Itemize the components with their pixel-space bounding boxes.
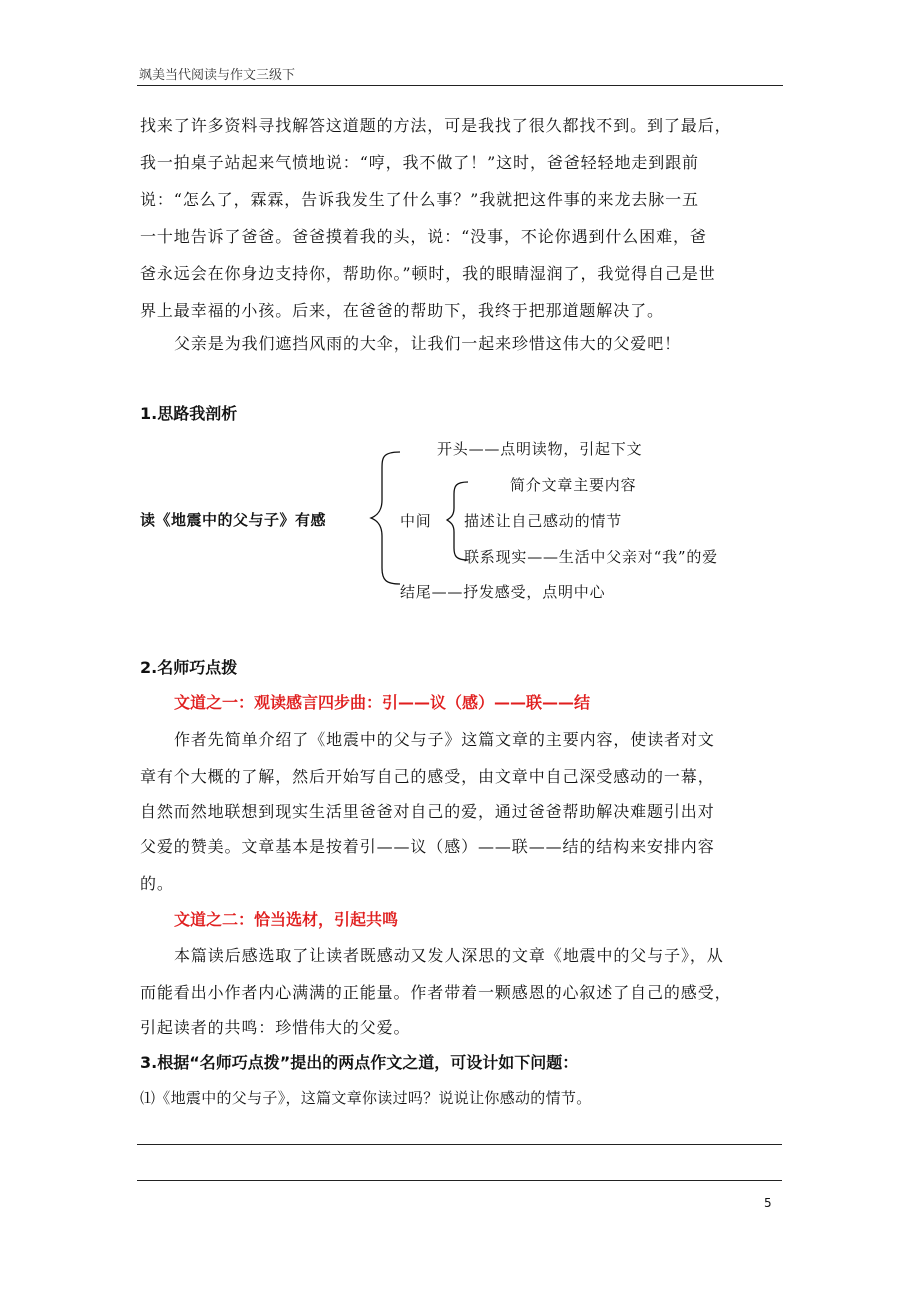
page-number: 5 bbox=[764, 1196, 772, 1210]
tip1-line: 的。 bbox=[140, 874, 174, 893]
essay-line: 爸永远会在你身边支持你，帮助你。”顿时，我的眼睛湿润了，我觉得自己是世 bbox=[140, 264, 716, 283]
diagram-middle-label: 中间 bbox=[400, 512, 432, 530]
essay-line: 我一拍桌子站起来气愤地说：“哼，我不做了！”这时，爸爸轻轻地走到跟前 bbox=[140, 153, 699, 172]
tip1-line: 父爱的赞美。文章基本是按着引——议（感）——联——结的结构来安排内容 bbox=[140, 837, 715, 856]
tip1-line: 章有个大概的了解，然后开始写自己的感受，由文章中自己深受感动的一幕， bbox=[140, 767, 715, 786]
essay-line: 找来了许多资料寻找解答这道题的方法，可是我找了很久都找不到。到了最后， bbox=[140, 116, 732, 135]
diagram-title: 读《地震中的父与子》有感 bbox=[140, 511, 327, 529]
diagram-middle-item: 简介文章主要内容 bbox=[510, 476, 637, 494]
running-header: 飒美当代阅读与作文三级下 bbox=[139, 68, 296, 83]
tip1-line: 作者先简单介绍了《地震中的父与子》这篇文章的主要内容，使读者对文 bbox=[174, 730, 715, 749]
question-1: ⑴《地震中的父与子》，这篇文章你读过吗？说说让你感动的情节。 bbox=[140, 1089, 592, 1107]
tip1-line: 自然而然地联想到现实生活里爸爸对自己的爱，通过爸爸帮助解决难题引出对 bbox=[140, 802, 715, 821]
diagram-ending: 结尾——抒发感受，点明中心 bbox=[400, 583, 606, 601]
tip2-line: 而能看出小作者内心满满的正能量。作者带着一颗感恩的心叙述了自己的感受， bbox=[140, 983, 732, 1002]
diagram-beginning: 开头——点明读物，引起下文 bbox=[437, 440, 643, 458]
outer-brace-icon bbox=[371, 452, 400, 584]
answer-line bbox=[137, 1144, 782, 1145]
diagram-middle-item: 联系现实——生活中父亲对“我”的爱 bbox=[464, 548, 718, 566]
tip2-line: 本篇读后感选取了让读者既感动又发人深思的文章《地震中的父与子》，从 bbox=[174, 946, 724, 965]
tip1-title: 文道之一：观读感言四步曲：引——议（感）——联——结 bbox=[174, 693, 591, 712]
diagram-middle-item: 描述让自己感动的情节 bbox=[464, 512, 623, 530]
tip2-line: 引起读者的共鸣：珍惜伟大的父爱。 bbox=[140, 1018, 411, 1037]
tip2-title: 文道之二：恰当选材，引起共鸣 bbox=[174, 910, 399, 929]
section-heading-tips: 2.名师巧点拨 bbox=[140, 658, 238, 677]
section-heading-outline: 1.思路我剖析 bbox=[140, 404, 238, 423]
essay-closing-line: 父亲是为我们遮挡风雨的大伞，让我们一起来珍惜这伟大的父爱吧！ bbox=[174, 334, 682, 353]
answer-line bbox=[137, 1180, 782, 1181]
essay-line: 一十地告诉了爸爸。爸爸摸着我的头，说：“没事，不论你遇到什么困难，爸 bbox=[140, 227, 707, 246]
essay-line: 说：“怎么了，霖霖，告诉我发生了什么事？”我就把这件事的来龙去脉一五 bbox=[140, 190, 699, 209]
section-heading-questions: 3.根据“名师巧点拨”提出的两点作文之道，可设计如下问题： bbox=[140, 1053, 579, 1072]
essay-line: 界上最幸福的小孩。后来，在爸爸的帮助下，我终于把那道题解决了。 bbox=[140, 301, 664, 320]
outline-braces bbox=[0, 0, 920, 620]
